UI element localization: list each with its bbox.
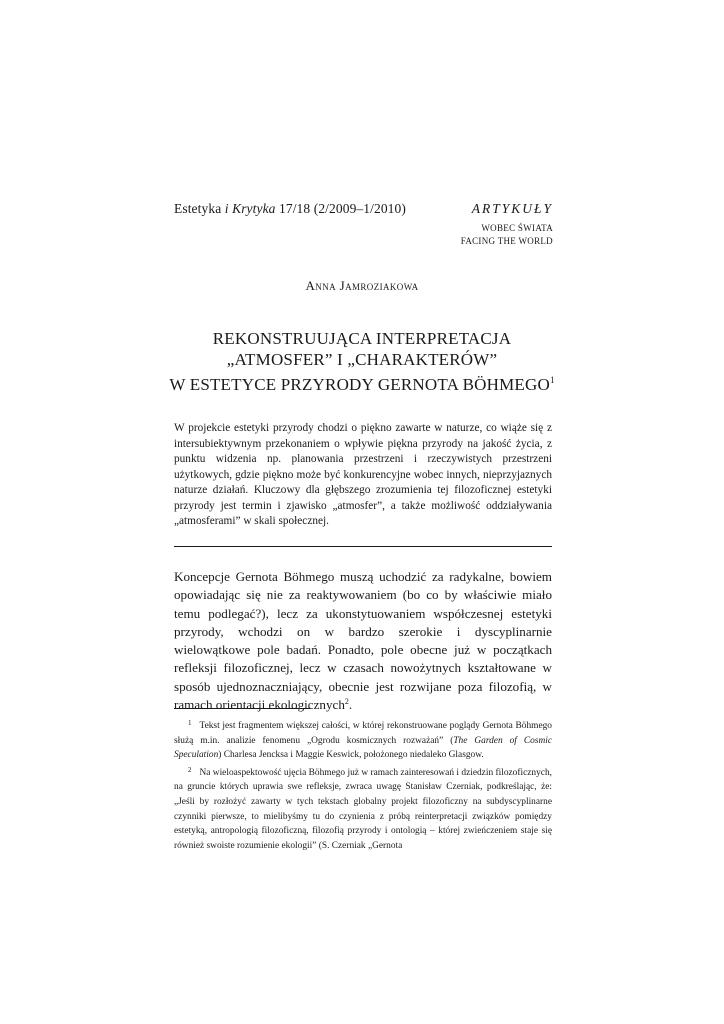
title-line-3-text: W ESTETYCE PRZYRODY GERNOTA BÖHMEGO (169, 375, 550, 394)
footnote-number: 2 (188, 765, 192, 774)
section-label (461, 222, 553, 248)
body-text-end: . (348, 697, 353, 713)
article-category: ARTYKUŁY (471, 201, 553, 216)
journal-name-prefix: Estetyka (174, 201, 225, 216)
body-footnote-ref: 2 (344, 697, 349, 707)
journal-citation (174, 201, 406, 217)
abstract-divider (174, 546, 552, 547)
footnote-divider (174, 708, 310, 709)
body-paragraph (174, 568, 552, 714)
title-line-2: „ATMOSFER” I „CHARAKTERÓW” (226, 350, 498, 369)
section-label-english: FACING THE WORLD (460, 236, 553, 246)
footnote (174, 763, 552, 854)
footnote-text: Tekst jest fragmentem większej całości, w której rekonstruowane poglądy Gernota Böhmego służą m.in. analizie fenomenu „Ogrodu kosmicznych rozważań” ( (174, 721, 552, 746)
footnote-text: Na wieloaspektowość ujęcia Böhmego już w ramach zainteresowań i dziedzin filozoficznych, na gruncie których uprawia swe refleksje, zwraca uwagę Stanisław Czerniak, podkreślając, że: „Jeśli by rozłożyć zawarty w tych tekstach globalny projekt filozoficzny na subdyscyplinarne czynniki pierwsze, to mielibyśmy tu do czynienia z próbą reinterpretacji związków pomiędzy estetyką, antropologią filozoficzną, filozofią przyrody i ontologią – której zwieńczeniem staje się również swoiste rozumienie ekologii” (S. Czerniak „Gernota (174, 767, 552, 851)
author-name: Anna Jamroziakowa (305, 278, 419, 293)
section-label-polish: WOBEC ŚWIATA (481, 223, 553, 233)
title-line-1: REKONSTRUUJĄCA INTERPRETACJA (212, 329, 512, 348)
footnote-text-end: ) Charlesa Jencksa i Maggie Keswick, położonego niedaleko Glasgow. (218, 750, 484, 761)
footnote-italic-title: The Garden of Cosmic Speculation (174, 735, 552, 761)
footnote-number: 1 (188, 719, 192, 727)
title-footnote-ref: 1 (549, 375, 555, 385)
abstract: W projekcie estetyki przyrody chodzi o piękno zawarte w naturze, co wiąże się z intersubiektywnym przekonaniem o wpływie piękna przyrody na jakość życia, z punktu widzenia np. planowania przestrzeni i rzeczywistych przestrzeni użytkowych, gdzie piękno może być konkurencyjne wobec innych, nieprzyjaznych naturze działań. Kluczowy dla głębszego zrozumienia tej filozoficznej estetyki przyrody jest termin i zjawisko „atmosfer”, a także możliwość oddziaływania „atmosferami” w skali społecznej. (174, 422, 552, 527)
title-line-3 (160, 370, 564, 395)
footnotes (174, 716, 552, 853)
body-text: Koncepcje Gernota Böhmego muszą uchodzić za radykalne, bowiem opowiadając się nie za reaktywowaniem (bo co by właściwie miało temu podlegać?), lecz za ukonstytuowaniem współczesnej estetyki przyrody, wchodzi on w bardzo szerokie i dyscyplinarnie wielowątkowe pole badań. Ponadto, pole obecne już w początkach refleksji filozoficznej, lecz w czasach nowożytnych kształtowane w sposób ujednoznaczniający, obecnie jest rozwijane poza filozofią, w ramach orientacji ekologicznych (174, 569, 552, 713)
journal-name-italic: i Krytyka (224, 201, 276, 216)
journal-issue: 17/18 (2/2009–1/2010) (275, 201, 406, 216)
footnote (174, 716, 552, 763)
article-title (160, 328, 564, 395)
